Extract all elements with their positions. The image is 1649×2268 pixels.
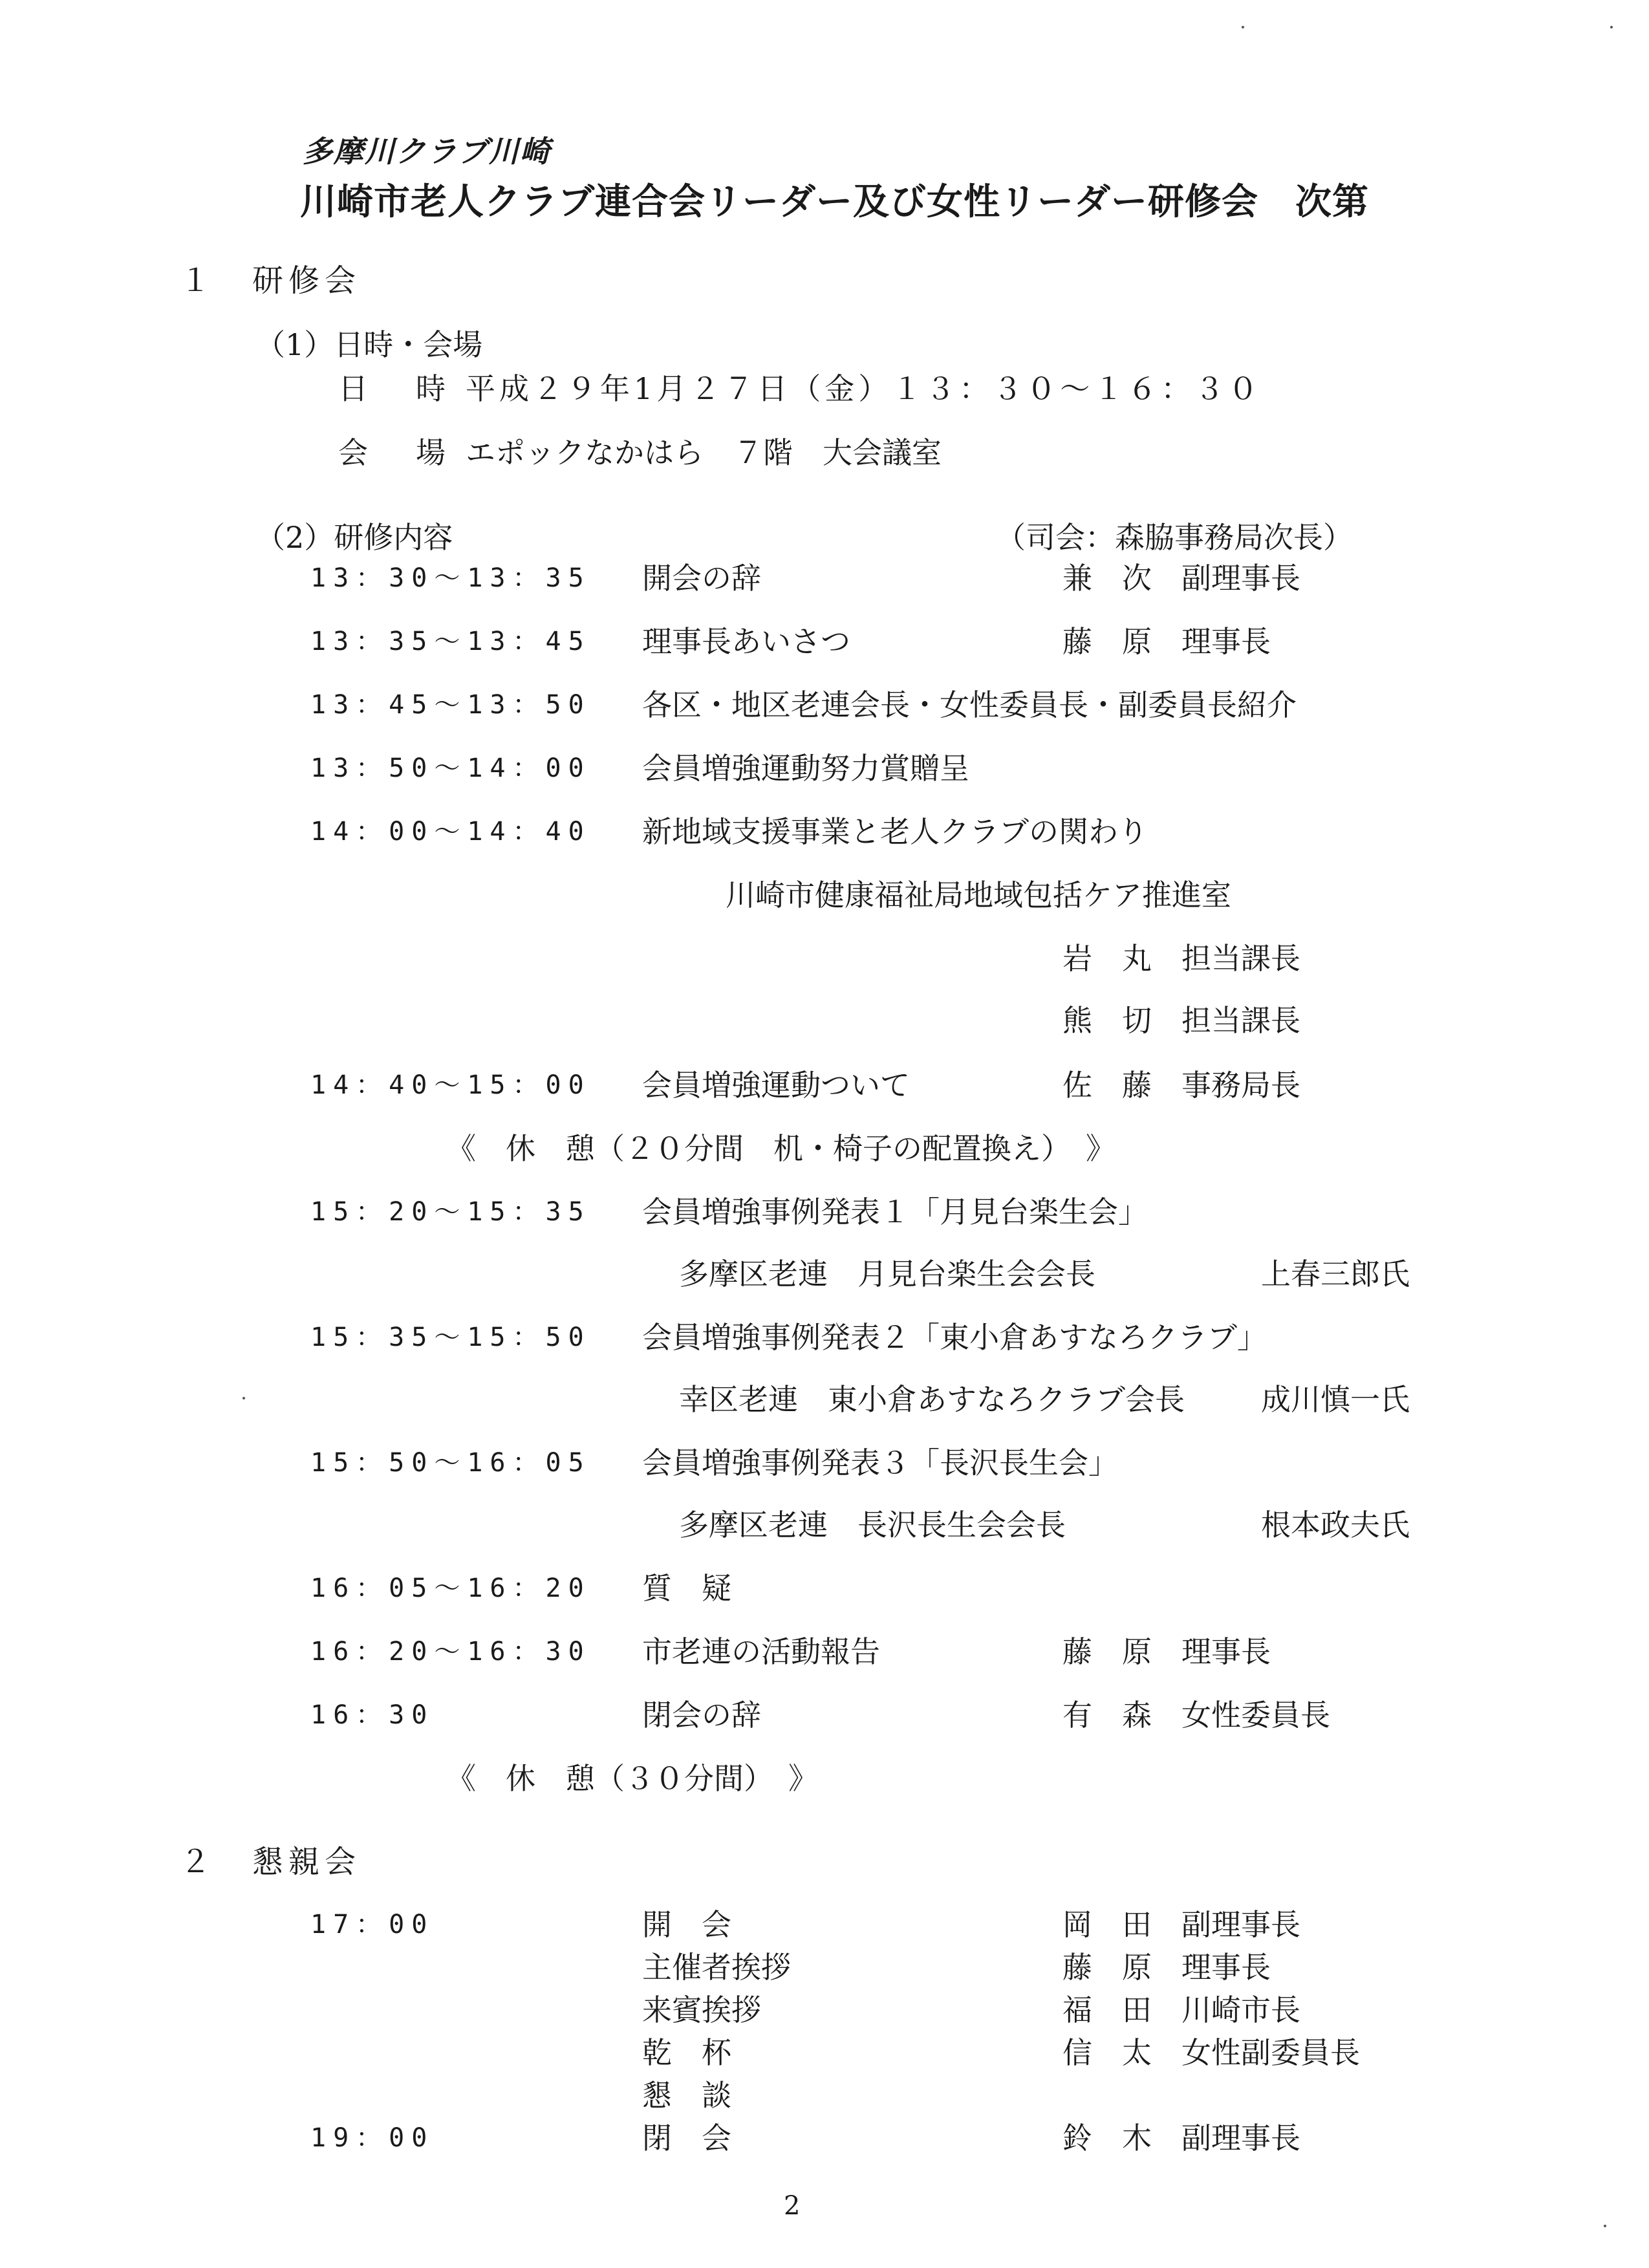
row-item: 各区・地区老連会長・女性委員長・副委員長紹介 bbox=[642, 687, 1297, 722]
row-item: 会員増強事例発表１「月見台楽生会」 bbox=[642, 1194, 1148, 1229]
row-person: 藤 原 理事長 bbox=[1062, 1634, 1271, 1669]
scan-speck bbox=[1610, 26, 1613, 28]
row-item: 理事長あいさつ bbox=[642, 624, 850, 659]
row-time: 14：00～14：40 bbox=[310, 817, 591, 847]
lecturer-2: 熊 切 担当課長 bbox=[1062, 1003, 1300, 1038]
lecturer-1: 岩 丸 担当課長 bbox=[1062, 941, 1300, 976]
chair-note: （司会：森脇事務局次長） bbox=[996, 520, 1353, 555]
row-time: 13：30～13：35 bbox=[310, 563, 591, 593]
row-item: 閉会の辞 bbox=[642, 1698, 761, 1733]
datetime-label: 日 時 bbox=[338, 371, 455, 406]
lecture-org: 川崎市健康福祉局地域包括ケア推進室 bbox=[726, 878, 1231, 913]
row-time: 16：30 bbox=[310, 1700, 435, 1730]
page-number: 2 bbox=[784, 2191, 801, 2221]
row-item: 会員増強運動ついて bbox=[642, 1068, 910, 1103]
datetime-value: 平成２９年1月２７日（金）１３：３０～１６：３０ bbox=[466, 371, 1262, 406]
row-person: 藤 原 理事長 bbox=[1062, 1950, 1271, 1985]
row-item: 会員増強事例発表２「東小倉あすなろクラブ」 bbox=[642, 1320, 1267, 1355]
row-item: 会員増強運動努力賞贈呈 bbox=[642, 751, 969, 786]
case1-org: 多摩区老連 月見台楽生会会長 bbox=[679, 1257, 1095, 1291]
row-person: 有 森 女性委員長 bbox=[1062, 1698, 1330, 1733]
break-note-1: 《 休 憩（２０分間 机・椅子の配置換え） 》 bbox=[446, 1131, 1116, 1166]
row-time: 13：50～14：00 bbox=[310, 753, 591, 783]
document-title: 川崎市老人クラブ連合会リーダー及び女性リーダー研修会 次第 bbox=[300, 180, 1369, 223]
scan-speck bbox=[1604, 2225, 1606, 2227]
case1-person: 上春三郎氏 bbox=[1261, 1257, 1410, 1291]
section1-heading: １ 研修会 bbox=[180, 263, 361, 299]
row-item: 新地域支援事業と老人クラブの関わり bbox=[642, 814, 1148, 849]
case3-person: 根本政夫氏 bbox=[1261, 1507, 1410, 1542]
sub1-heading: （1）日時・会場 bbox=[255, 327, 483, 362]
case3-org: 多摩区老連 長沢長生会会長 bbox=[679, 1507, 1066, 1542]
venue-label: 会 場 bbox=[338, 435, 455, 470]
row-time: 19：00 bbox=[310, 2123, 435, 2153]
club-name: 多摩川クラブ川崎 bbox=[303, 134, 551, 169]
row-time: 15：20～15：35 bbox=[310, 1197, 591, 1227]
row-person: 鈴 木 副理事長 bbox=[1062, 2121, 1300, 2155]
scan-speck bbox=[1242, 26, 1244, 28]
row-person: 岡 田 副理事長 bbox=[1062, 1907, 1300, 1942]
case2-org: 幸区老連 東小倉あすなろクラブ会長 bbox=[679, 1382, 1185, 1417]
row-item: 開会の辞 bbox=[642, 561, 761, 596]
row-person: 兼 次 副理事長 bbox=[1062, 561, 1300, 596]
row-time: 13：35～13：45 bbox=[310, 627, 591, 656]
row-item: 質 疑 bbox=[642, 1571, 731, 1606]
row-time: 15：50～16：05 bbox=[310, 1448, 591, 1478]
row-person: 信 太 女性副委員長 bbox=[1062, 2035, 1360, 2070]
scan-speck bbox=[242, 1397, 245, 1399]
section2-heading: ２ 懇親会 bbox=[180, 1844, 361, 1880]
row-person: 佐 藤 事務局長 bbox=[1062, 1068, 1300, 1103]
row-person: 福 田 川崎市長 bbox=[1062, 1993, 1300, 2027]
row-time: 16：20～16：30 bbox=[310, 1637, 591, 1667]
row-item: 主催者挨拶 bbox=[642, 1950, 791, 1985]
row-item: 閉 会 bbox=[642, 2121, 731, 2155]
row-time: 16：05～16：20 bbox=[310, 1573, 591, 1603]
row-item: 開 会 bbox=[642, 1907, 731, 1942]
row-item: 市老連の活動報告 bbox=[642, 1634, 880, 1669]
sub2-heading: （2）研修内容 bbox=[255, 520, 453, 555]
break-note-2: 《 休 憩（３０分間） 》 bbox=[446, 1761, 818, 1796]
row-item: 懇 談 bbox=[642, 2078, 731, 2113]
row-item: 会員増強事例発表３「長沢長生会」 bbox=[642, 1445, 1118, 1480]
row-person: 藤 原 理事長 bbox=[1062, 624, 1271, 659]
row-item: 乾 杯 bbox=[642, 2035, 731, 2070]
row-item: 来賓挨拶 bbox=[642, 1993, 761, 2027]
row-time: 14：40～15：00 bbox=[310, 1070, 591, 1100]
venue-value: エポックなかはら ７階 大会議室 bbox=[466, 435, 942, 470]
case2-person: 成川慎一氏 bbox=[1261, 1382, 1410, 1417]
row-time: 17：00 bbox=[310, 1910, 435, 1939]
row-time: 15：35～15：50 bbox=[310, 1323, 591, 1352]
row-time: 13：45～13：50 bbox=[310, 690, 591, 720]
